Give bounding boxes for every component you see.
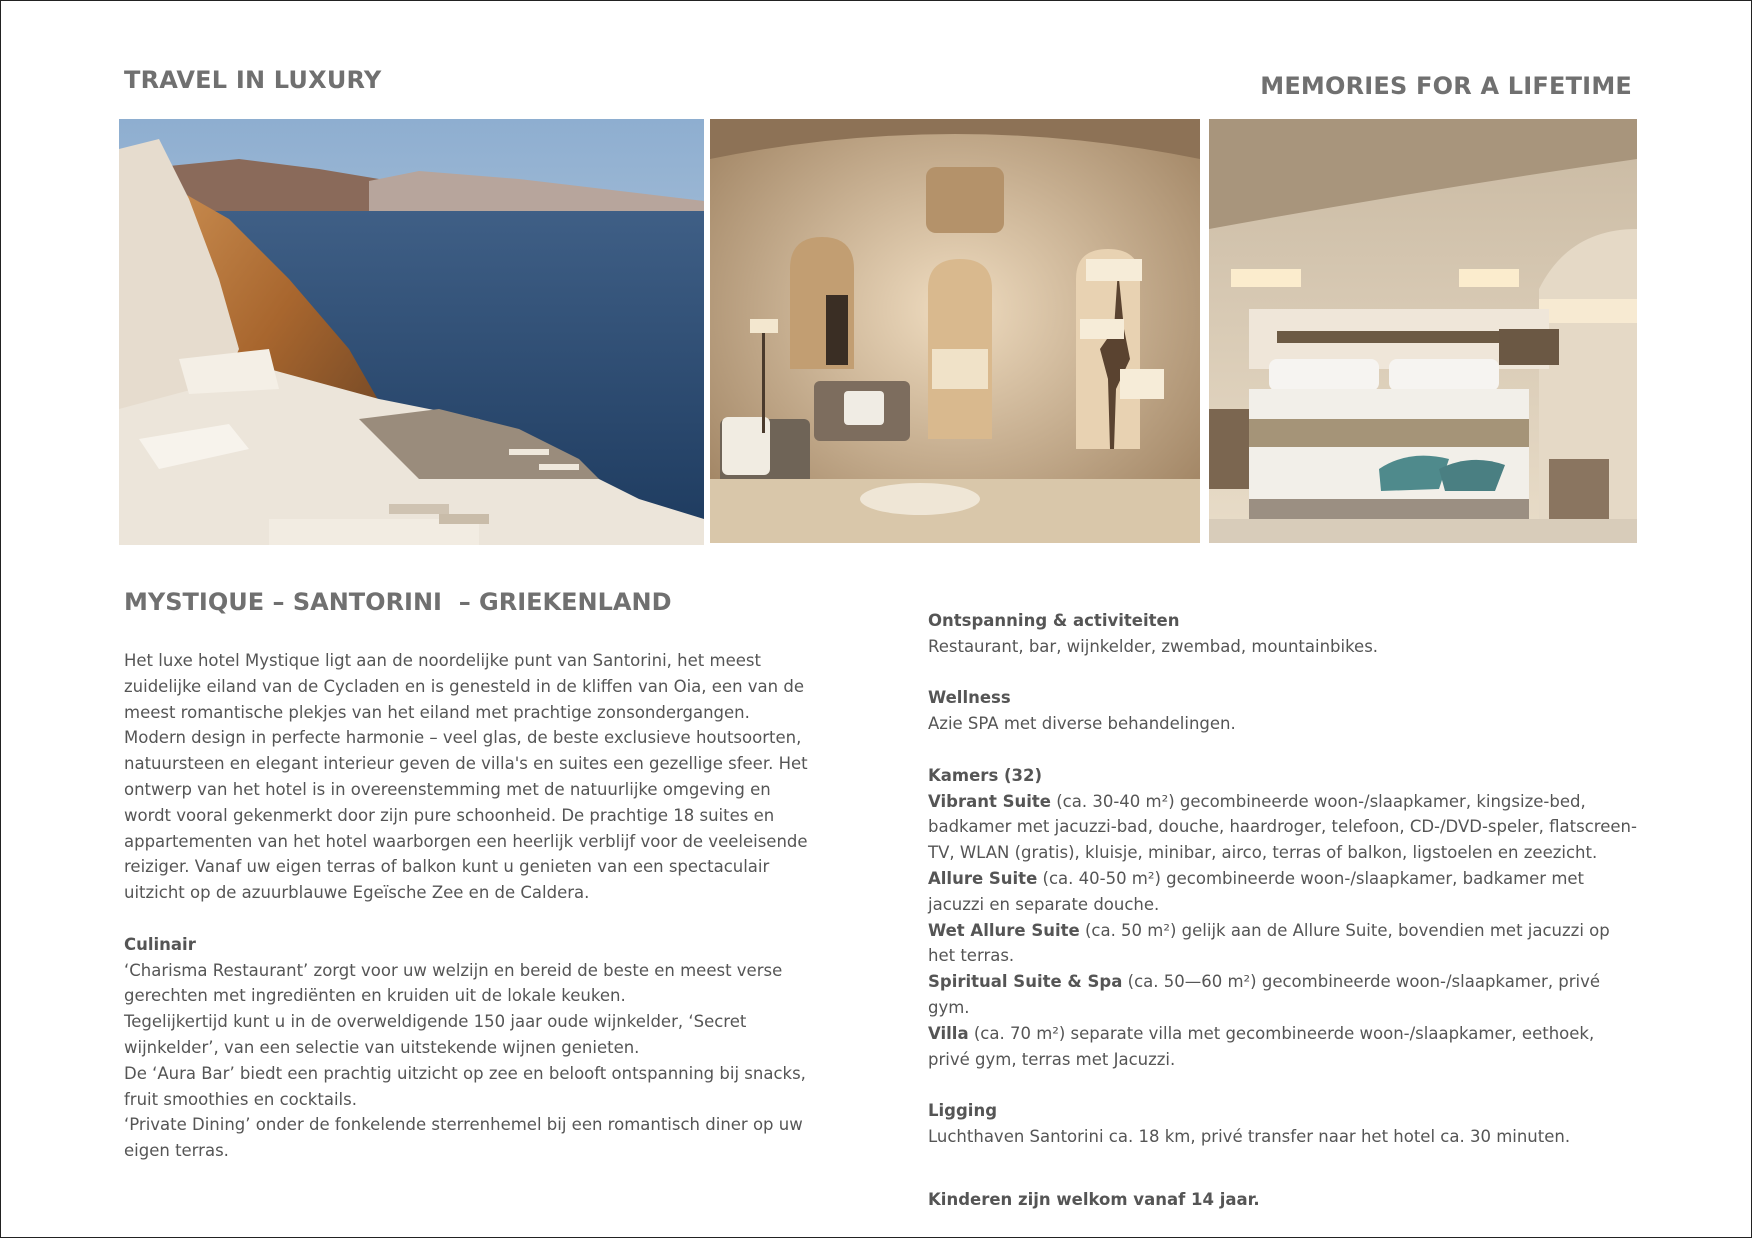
ontspanning-heading: Ontspanning & activiteiten xyxy=(928,611,1180,630)
header-right-tagline: MEMORIES FOR A LIFETIME xyxy=(1260,72,1632,100)
culinair-line-1: ‘Charisma Restaurant’ zorgt voor uw welzijn en bereid de beste en meest verse gerechten met ingrediënten en kruiden uit de lokale keuken. xyxy=(124,960,783,1006)
room-description: (ca. 50—60 m²) gecombineerde woon-/slaapkamer, privé gym. xyxy=(928,972,1601,1017)
header-left-tagline: TRAVEL IN LUXURY xyxy=(124,66,382,94)
room-description: (ca. 30-40 m²) gecombineerde woon-/slaapkamer, kingsize-bed, badkamer met jacuzzi-bad, douche, haardroger, telefoon, CD-/DVD-speler, flatscreen-TV, WLAN (gratis), kluisje, minibar, airco, terras of balkon, ligstoelen en zeezicht. xyxy=(928,791,1637,863)
room-allure-suite xyxy=(928,866,1638,918)
culinair-line-3: De ‘Aura Bar’ biedt een prachtig uitzicht op zee en belooft ontspanning bij snacks, fruit smoothies en cocktails. xyxy=(124,1063,806,1109)
culinair-line-4: ‘Private Dining’ onder de fonkelende sterrenhemel bij een romantisch diner op uw eigen terras. xyxy=(124,1115,803,1161)
right-column xyxy=(928,608,1638,1213)
photo-santorini-cliffs xyxy=(119,119,704,545)
room-spiritual-suite xyxy=(928,969,1638,1021)
hotel-title: MYSTIQUE – SANTORINI – GRIEKENLAND xyxy=(124,588,672,616)
left-column xyxy=(124,648,814,1164)
ligging-heading: Ligging xyxy=(928,1101,998,1121)
room-name: Allure Suite xyxy=(928,868,1038,888)
ligging-text: Luchthaven Santorini ca. 18 km, privé transfer naar het hotel ca. 30 minuten. xyxy=(928,1126,1571,1146)
wellness-heading: Wellness xyxy=(928,688,1011,708)
culinair-heading: Culinair xyxy=(124,934,196,954)
room-name: Wet Allure Suite xyxy=(928,920,1080,940)
room-name: Spiritual Suite & Spa xyxy=(928,972,1123,992)
room-description: (ca. 50 m²) gelijk aan de Allure Suite, bovendien met jacuzzi op het terras. xyxy=(928,920,1610,966)
room-wet-allure-suite xyxy=(928,918,1638,970)
intro-paragraph-2: Modern design in perfecte harmonie – veel glas, de beste exclusieve houtsoorten, natuursteen en elegant interieur geven de villa's en suites een gezellige sfeer. Het ontwerp van het hotel is in overeenstemming met de natuurlijke omgeving en wordt vooral gekenmerkt door zijn pure schoonheid. De prachtige 18 suites en appartementen van het hotel waarborgen een heerlijk verblijf voor de veeleisende reiziger. Vanaf uw eigen terras of balkon kunt u genieten van een spectaculair uitzicht op de azuurblauwe Egeïsche Zee en de Caldera. xyxy=(124,728,808,903)
photo-cave-lounge xyxy=(710,119,1200,543)
photo-suite-bedroom xyxy=(1209,119,1637,543)
intro-paragraph-1: Het luxe hotel Mystique ligt aan de noordelijke punt van Santorini, het meest zuidelijke eiland van de Cycladen en is genesteld in de kliffen van Oia, een van de meest romantische plekjes van het eiland met prachtige zonsondergangen. xyxy=(124,651,804,722)
room-villa xyxy=(928,1021,1638,1073)
room-name: Villa xyxy=(928,1023,969,1043)
wellness-text: Azie SPA met diverse behandelingen. xyxy=(928,714,1236,734)
room-description: (ca. 70 m²) separate villa met gecombineerde woon-/slaapkamer, eethoek, privé gym, terras met Jacuzzi. xyxy=(928,1023,1595,1069)
room-name: Vibrant Suite xyxy=(928,791,1051,811)
room-description: (ca. 40-50 m²) gecombineerde woon-/slaapkamer, badkamer met jacuzzi en separate douche. xyxy=(928,868,1585,914)
kinderen-note: Kinderen zijn welkom vanaf 14 jaar. xyxy=(928,1189,1260,1209)
room-vibrant-suite xyxy=(928,789,1638,866)
ontspanning-text: Restaurant, bar, wijnkelder, zwembad, mountainbikes. xyxy=(928,636,1379,656)
kamers-heading: Kamers (32) xyxy=(928,765,1043,785)
culinair-line-2: Tegelijkertijd kunt u in de overweldigende 150 jaar oude wijnkelder, ‘Secret wijnkelder’, van een selectie van uitstekende wijnen genieten. xyxy=(124,1012,747,1057)
